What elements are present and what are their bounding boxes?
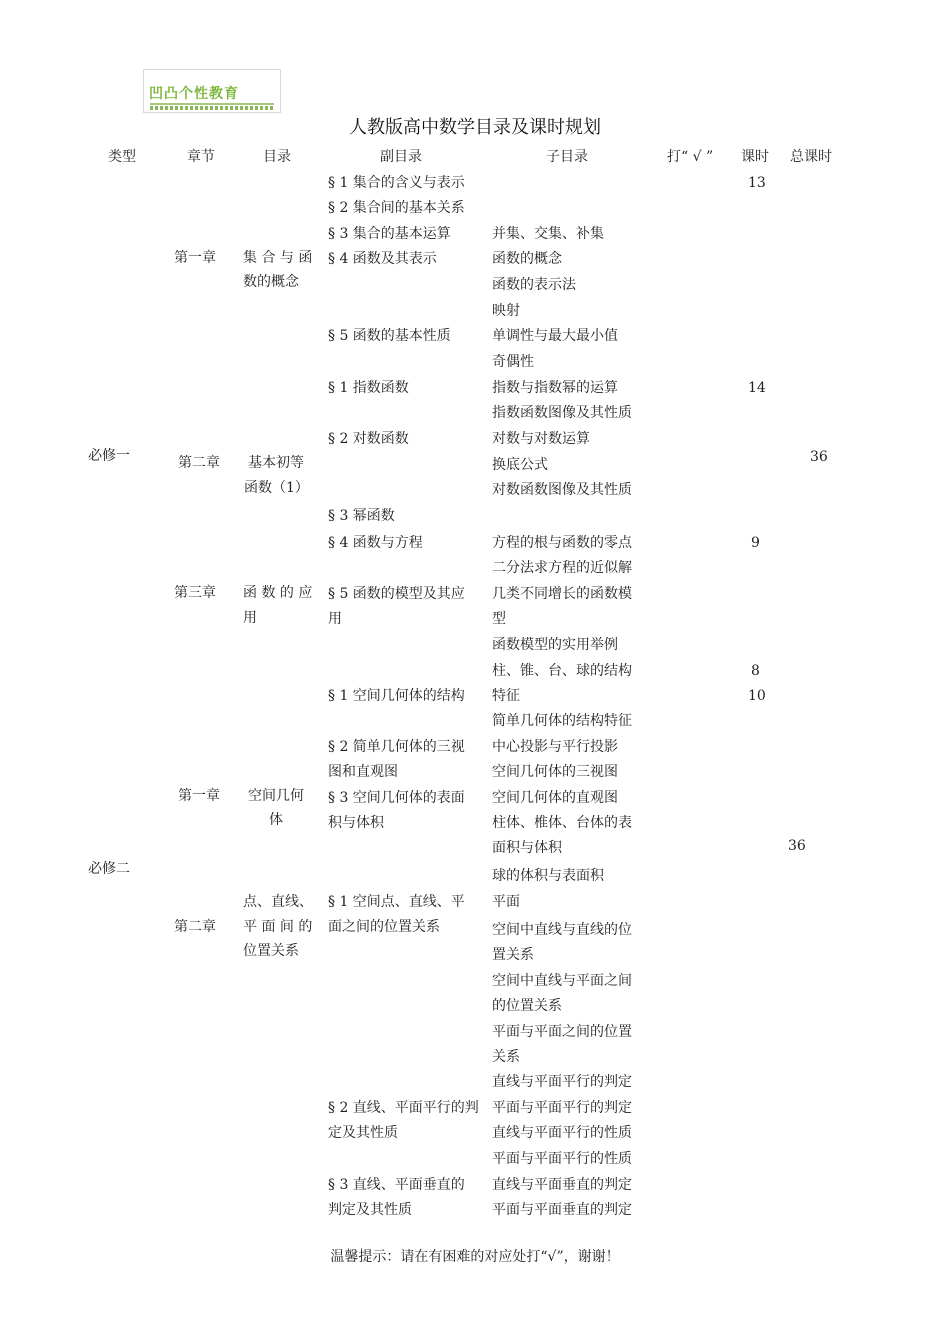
child-line: 型: [492, 611, 506, 627]
hours-value: 13: [748, 175, 766, 191]
subdirectory-line: § 3 幂函数: [328, 508, 395, 524]
child-line: 对数函数图像及其性质: [492, 482, 632, 498]
header-subdirectory: 副目录: [380, 149, 422, 165]
child-line: 平面与平面垂直的判定: [492, 1202, 632, 1218]
subdirectory-line: § 1 空间点、直线、平: [328, 894, 465, 910]
child-line: 简单几何体的结构特征: [492, 713, 632, 729]
subdirectory-line: § 4 函数及其表示: [328, 251, 437, 267]
header-directory: 目录: [263, 149, 291, 165]
subdirectory-line: 图和直观图: [328, 764, 398, 780]
child-line: 球的体积与表面积: [492, 868, 604, 884]
logo-subline: [150, 106, 274, 110]
subdirectory-line: 积与体积: [328, 815, 384, 831]
subdirectory-line: 面之间的位置关系: [328, 919, 440, 935]
page-title: 人教版高中数学目录及课时规划: [349, 117, 601, 138]
directory-line: 空间几何: [248, 788, 304, 804]
subdirectory-line: § 3 集合的基本运算: [328, 226, 451, 242]
subdirectory-line: § 2 对数函数: [328, 431, 409, 447]
child-line: 关系: [492, 1049, 520, 1065]
subdirectory-line: § 2 直线、平面平行的判: [328, 1100, 479, 1116]
child-line: 二分法求方程的近似解: [492, 560, 632, 576]
directory-line: 函 数 的 应: [243, 585, 313, 601]
child-line: 对数与对数运算: [492, 431, 590, 447]
subdirectory-line: § 3 空间几何体的表面: [328, 790, 465, 806]
child-line: 函数的表示法: [492, 277, 576, 293]
child-line: 奇偶性: [492, 354, 534, 370]
directory-line: 集 合 与 函: [243, 250, 313, 266]
child-line: 函数的概念: [492, 251, 562, 267]
child-line: 指数函数图像及其性质: [492, 405, 632, 421]
child-line: 映射: [492, 303, 520, 319]
child-line: 换底公式: [492, 457, 548, 473]
child-line: 并集、交集、补集: [492, 226, 604, 242]
subdirectory-line: 定及其性质: [328, 1125, 398, 1141]
subdirectory-line: § 4 函数与方程: [328, 535, 423, 551]
chapter-label: 第二章: [174, 919, 216, 935]
footer-hint: 温馨提示：请在有困难的对应处打“√”，谢谢！: [330, 1249, 620, 1265]
type-label: 必修二: [88, 861, 130, 877]
child-line: 直线与平面垂直的判定: [492, 1177, 632, 1193]
directory-line: 数的概念: [243, 274, 299, 290]
directory-line: 用: [243, 610, 257, 626]
subdirectory-line: § 2 集合间的基本关系: [328, 200, 465, 216]
child-line: 平面与平面之间的位置: [492, 1024, 632, 1040]
child-line: 面积与体积: [492, 840, 562, 856]
child-line: 空间中直线与平面之间: [492, 973, 632, 989]
child-line: 置关系: [492, 947, 534, 963]
child-line: 空间中直线与直线的位: [492, 922, 632, 938]
directory-line: 位置关系: [243, 943, 299, 959]
child-line: 平面: [492, 894, 520, 910]
header-hours: 课时: [741, 149, 769, 165]
hours-value: 14: [748, 380, 766, 396]
child-line: 的位置关系: [492, 998, 562, 1014]
logo-divider: [150, 103, 274, 105]
child-line: 几类不同增长的函数模: [492, 586, 632, 602]
chapter-label: 第三章: [174, 585, 216, 601]
child-line: 平面与平面平行的判定: [492, 1100, 632, 1116]
child-line: 单调性与最大最小值: [492, 328, 618, 344]
directory-line: 函数（1）: [244, 480, 309, 496]
child-line: 中心投影与平行投影: [492, 739, 618, 755]
child-line: 特征: [492, 688, 520, 704]
directory-line: 平 面 间 的: [243, 919, 313, 935]
total-hours-value: 36: [810, 449, 828, 465]
total-hours-value: 36: [788, 838, 806, 854]
header-type: 类型: [108, 149, 136, 165]
subdirectory-line: § 5 函数的模型及其应: [328, 586, 465, 602]
subdirectory-line: § 1 空间几何体的结构: [328, 688, 465, 704]
logo-text: 凹凸个性教育: [149, 86, 239, 102]
subdirectory-line: 用: [328, 611, 342, 627]
child-line: 空间几何体的直观图: [492, 790, 618, 806]
subdirectory-line: § 2 简单几何体的三视: [328, 739, 465, 755]
child-line: 方程的根与函数的零点: [492, 535, 632, 551]
child-line: 柱体、椎体、台体的表: [492, 815, 632, 831]
directory-line: 体: [269, 812, 283, 828]
child-line: 函数模型的实用举例: [492, 637, 618, 653]
subdirectory-line: § 3 直线、平面垂直的: [328, 1177, 465, 1193]
hours-value: 10: [748, 688, 766, 704]
header-total-hours: 总课时: [790, 149, 832, 165]
header-check: 打“ √ ”: [667, 149, 714, 165]
type-label: 必修一: [88, 448, 130, 464]
brand-logo: [143, 69, 281, 113]
chapter-label: 第一章: [178, 788, 220, 804]
chapter-label: 第一章: [174, 250, 216, 266]
header-child-directory: 子目录: [546, 149, 588, 165]
directory-line: 点、直线、: [243, 894, 313, 910]
chapter-label: 第二章: [178, 455, 220, 471]
child-line: 指数与指数幂的运算: [492, 380, 618, 396]
child-line: 平面与平面平行的性质: [492, 1151, 632, 1167]
child-line: 柱、锥、台、球的结构: [492, 663, 632, 679]
child-line: 直线与平面平行的判定: [492, 1074, 632, 1090]
hours-value: 8: [751, 663, 760, 679]
subdirectory-line: § 1 指数函数: [328, 380, 409, 396]
child-line: 直线与平面平行的性质: [492, 1125, 632, 1141]
subdirectory-line: 判定及其性质: [328, 1202, 412, 1218]
hours-value: 9: [751, 535, 760, 551]
directory-line: 基本初等: [248, 455, 304, 471]
child-line: 空间几何体的三视图: [492, 764, 618, 780]
subdirectory-line: § 1 集合的含义与表示: [328, 175, 465, 191]
header-chapter: 章节: [187, 149, 215, 165]
subdirectory-line: § 5 函数的基本性质: [328, 328, 451, 344]
